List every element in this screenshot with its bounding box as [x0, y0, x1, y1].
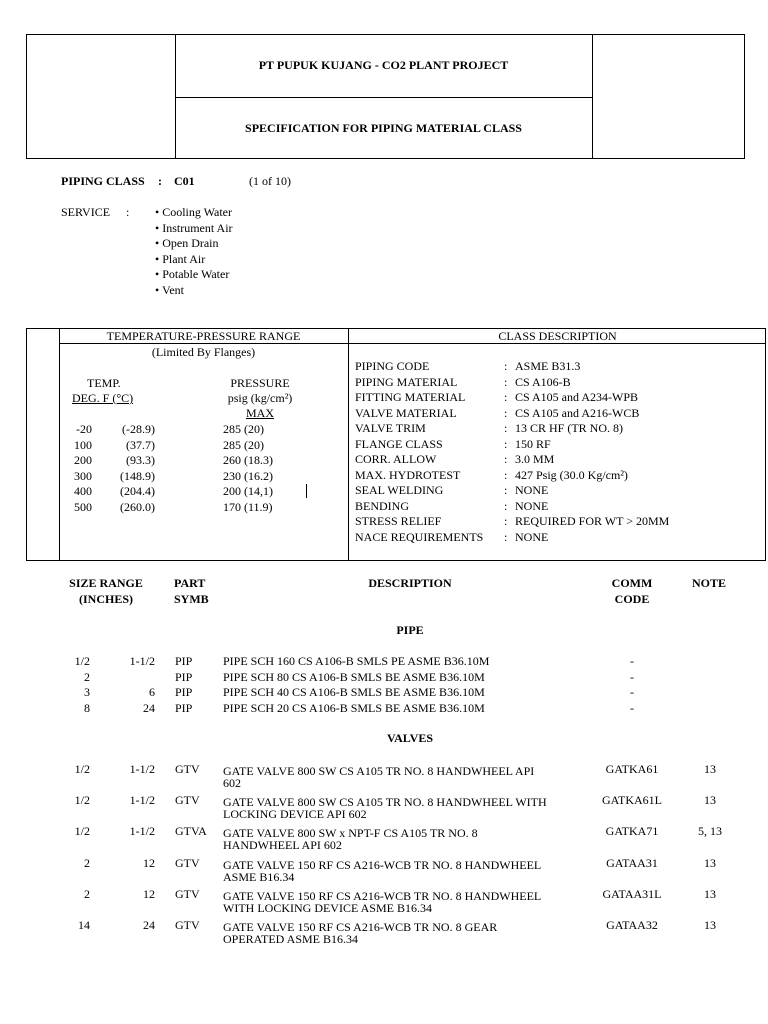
class-value: 150 RF — [515, 436, 551, 451]
temp-c: (148.9) — [120, 468, 155, 483]
size-to: 1-1/2 — [129, 654, 155, 668]
comm-code: GATKA61L — [602, 793, 662, 808]
class-sep: : — [504, 405, 508, 420]
col-comm: COMM — [611, 576, 653, 590]
pipe-description: PIPE SCH 20 CS A106-B SMLS BE ASME B36.10M — [223, 700, 485, 715]
comm-code: - — [630, 685, 634, 699]
size-to: 1-1/2 — [129, 824, 155, 839]
temp-f: 400 — [74, 484, 92, 498]
page-indicator: (1 of 10) — [249, 174, 291, 188]
comm-code: GATAA31 — [606, 855, 658, 870]
temp-f: 300 — [74, 468, 92, 483]
class-sep: : — [504, 359, 508, 373]
service-item: • Cooling Water — [155, 205, 233, 219]
temp-c: (93.3) — [126, 453, 155, 467]
class-key: FLANGE CLASS — [355, 436, 443, 451]
part-symb: GTV — [175, 886, 200, 901]
comm-code: GATKA71 — [605, 824, 659, 839]
class-sep: : — [504, 452, 508, 466]
class-value: NONE — [515, 529, 549, 544]
size-to: 12 — [143, 886, 155, 901]
class-sep: : — [504, 467, 508, 482]
note: 5, 13 — [698, 824, 722, 839]
class-key: VALVE TRIM — [355, 421, 426, 435]
comm-code: - — [630, 700, 634, 715]
size-from: 2 — [84, 669, 90, 684]
class-value: ASME B31.3 — [515, 359, 581, 373]
size-to: 12 — [143, 855, 155, 870]
temp-c: (204.4) — [120, 484, 155, 498]
pressure-value: 200 (14,1) — [223, 484, 273, 498]
pressure-value: 260 (18.3) — [223, 453, 273, 467]
service-item: • Instrument Air — [155, 220, 233, 235]
class-sep: : — [504, 483, 508, 497]
valve-description: GATE VALVE 150 RF CS A216-WCB TR NO. 8 GEAR — [223, 920, 498, 934]
class-key: STRESS RELIEF — [355, 514, 442, 528]
col-description: DESCRIPTION — [368, 576, 452, 590]
part-symb: GTV — [175, 918, 200, 932]
valve-description: GATE VALVE 800 SW x NPT-F CS A105 TR NO. 8 — [223, 826, 478, 841]
service-item: • Vent — [155, 282, 184, 297]
service-item: • Open Drain — [155, 236, 219, 250]
class-key: PIPING MATERIAL — [355, 374, 458, 389]
document-title: PT PUPUK KUJANG - CO2 PLANT PROJECT — [258, 58, 509, 72]
class-sep: : — [504, 421, 508, 435]
comm-code: - — [630, 669, 634, 684]
pressure-value: 285 (20) — [223, 422, 264, 436]
temp-c: (-28.9) — [122, 422, 155, 436]
col-size-range-unit: (INCHES) — [78, 592, 133, 606]
service-item: • Plant Air — [155, 251, 206, 266]
valve-description-cont: OPERATED ASME B16.34 — [223, 932, 359, 946]
part-symb: PIP — [175, 669, 193, 684]
col-size-range: SIZE RANGE — [69, 576, 143, 590]
class-sep: : — [504, 498, 508, 513]
class-value: CS A105 and A234-WPB — [515, 390, 639, 404]
valve-description: GATE VALVE 800 SW CS A105 TR NO. 8 HANDWHEEL API — [223, 764, 535, 778]
temp-f: -20 — [76, 422, 92, 436]
size-to: 24 — [143, 700, 155, 715]
temp-f: 200 — [74, 453, 92, 467]
note: 13 — [704, 793, 716, 808]
pipe-section-title: PIPE — [396, 623, 424, 637]
note: 13 — [704, 886, 716, 901]
comm-code: GATKA61 — [605, 762, 659, 776]
document-subtitle: SPECIFICATION FOR PIPING MATERIAL CLASS — [245, 121, 522, 135]
class-key: MAX. HYDROTEST — [355, 467, 461, 482]
valve-description: GATE VALVE 800 SW CS A105 TR NO. 8 HANDWHEEL WITH — [223, 795, 547, 810]
class-key: PIPING CODE — [355, 359, 430, 373]
class-sep: : — [504, 390, 508, 404]
class-value: CS A105 and A216-WCB — [515, 405, 640, 420]
part-symb: PIP — [175, 654, 193, 668]
size-from: 1/2 — [74, 762, 90, 776]
comm-code: GATAA31L — [602, 886, 662, 901]
size-to: 1-1/2 — [129, 793, 155, 808]
size-from: 2 — [84, 855, 90, 870]
temp-c: (37.7) — [126, 437, 155, 452]
temp-unit: DEG. F (°C) — [72, 391, 134, 405]
piping-class-value: C01 — [174, 174, 195, 188]
valve-description-cont: WITH LOCKING DEVICE ASME B16.34 — [223, 900, 432, 915]
comm-code: GATAA32 — [606, 918, 658, 932]
col-note: NOTE — [692, 576, 727, 590]
class-value: REQUIRED FOR WT > 20MM — [515, 514, 670, 528]
size-from: 1/2 — [74, 654, 90, 668]
class-sep: : — [504, 436, 508, 451]
pipe-description: PIPE SCH 80 CS A106-B SMLS BE ASME B36.10M — [223, 669, 485, 684]
class-sep: : — [504, 529, 508, 544]
piping-class-sep: : — [158, 174, 162, 188]
part-symb: GTV — [175, 793, 200, 808]
note: 13 — [704, 762, 716, 776]
temp-f: 100 — [74, 437, 92, 452]
class-value: CS A106-B — [515, 374, 571, 389]
note: 13 — [704, 918, 716, 932]
class-value: NONE — [515, 498, 549, 513]
size-from: 1/2 — [74, 793, 90, 808]
class-key: NACE REQUIREMENTS — [355, 529, 484, 544]
service-label: SERVICE — [61, 205, 111, 219]
pressure-max: MAX — [245, 406, 274, 420]
col-part: PART — [174, 576, 206, 590]
valve-description-cont: 602 — [223, 776, 241, 790]
service-item: • Potable Water — [155, 267, 230, 281]
valve-description-cont: HANDWHEEL API 602 — [223, 838, 342, 853]
col-symb: SYMB — [174, 592, 209, 606]
class-value: 427 Psig (30.0 Kg/cm²) — [515, 467, 628, 482]
pressure-value: 285 (20) — [223, 437, 264, 452]
header-box — [26, 34, 745, 159]
valve-description-cont: LOCKING DEVICE API 602 — [223, 807, 367, 822]
size-from: 8 — [84, 700, 90, 715]
class-value: 13 CR HF (TR NO. 8) — [515, 421, 624, 435]
size-from: 2 — [84, 886, 90, 901]
size-from: 14 — [78, 918, 90, 932]
part-symb: PIP — [175, 685, 193, 699]
service-sep: : — [126, 205, 130, 219]
valve-description: GATE VALVE 150 RF CS A216-WCB TR NO. 8 HANDWHEEL — [223, 888, 542, 903]
valves-section-title: VALVES — [386, 731, 434, 745]
pipe-description: PIPE SCH 40 CS A106-B SMLS BE ASME B36.10M — [223, 685, 485, 699]
class-value: NONE — [515, 483, 549, 497]
size-from: 3 — [84, 685, 90, 699]
temp-label: TEMP. — [87, 376, 121, 390]
col-code: CODE — [614, 592, 650, 606]
range-heading: TEMPERATURE-PRESSURE RANGE — [106, 329, 301, 343]
range-subheading: (Limited By Flanges) — [151, 345, 256, 359]
size-from: 1/2 — [74, 824, 90, 839]
pressure-label: PRESSURE — [230, 376, 290, 390]
part-symb: GTVA — [175, 824, 207, 839]
class-key: FITTING MATERIAL — [355, 390, 466, 404]
part-symb: GTV — [175, 762, 200, 776]
valve-description-cont: ASME B16.34 — [223, 869, 295, 884]
note: 13 — [704, 855, 716, 870]
size-to: 6 — [149, 685, 155, 699]
change-bar — [306, 484, 307, 498]
comm-code: - — [630, 654, 634, 668]
valve-description: GATE VALVE 150 RF CS A216-WCB TR NO. 8 HANDWHEEL — [223, 857, 542, 872]
temp-c: (260.0) — [120, 499, 155, 514]
pressure-value: 170 (11.9) — [223, 499, 273, 514]
class-key: BENDING — [355, 498, 409, 513]
class-description-heading: CLASS DESCRIPTION — [498, 329, 617, 343]
class-key: SEAL WELDING — [355, 483, 444, 497]
size-to: 1-1/2 — [129, 762, 155, 776]
class-sep: : — [504, 374, 508, 389]
pipe-description: PIPE SCH 160 CS A106-B SMLS PE ASME B36.10M — [223, 654, 490, 668]
piping-class-label: PIPING CLASS — [61, 174, 145, 188]
pressure-value: 230 (16.2) — [223, 468, 273, 483]
class-sep: : — [504, 514, 508, 528]
temp-f: 500 — [74, 499, 92, 514]
part-symb: PIP — [175, 700, 193, 715]
class-value: 3.0 MM — [515, 452, 555, 466]
size-to: 24 — [143, 918, 155, 932]
class-key: CORR. ALLOW — [355, 452, 437, 466]
pressure-unit: psig (kg/cm²) — [227, 391, 293, 405]
part-symb: GTV — [175, 855, 200, 870]
range-class-box — [26, 328, 766, 561]
class-key: VALVE MATERIAL — [355, 405, 457, 420]
